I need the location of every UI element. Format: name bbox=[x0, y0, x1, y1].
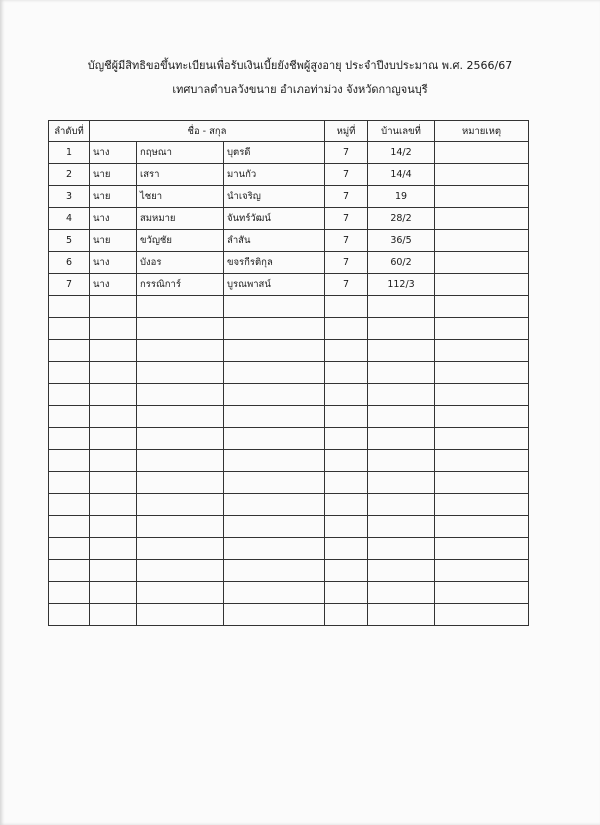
cell-moo bbox=[325, 494, 368, 516]
table-row bbox=[49, 560, 529, 582]
cell-first-name bbox=[137, 560, 224, 582]
cell-no: 4 bbox=[49, 208, 90, 230]
cell-house-no bbox=[368, 406, 435, 428]
cell-moo bbox=[325, 406, 368, 428]
cell-last-name bbox=[224, 384, 325, 406]
cell-house-no bbox=[368, 362, 435, 384]
cell-moo bbox=[325, 362, 368, 384]
cell-no: 5 bbox=[49, 230, 90, 252]
cell-remark bbox=[435, 582, 529, 604]
cell-first-name bbox=[137, 494, 224, 516]
cell-moo: 7 bbox=[325, 164, 368, 186]
cell-first-name bbox=[137, 384, 224, 406]
table-row bbox=[49, 230, 529, 252]
table-row bbox=[49, 186, 529, 208]
table-row bbox=[49, 450, 529, 472]
cell-prefix: นาง bbox=[90, 142, 137, 164]
cell-first-name bbox=[137, 582, 224, 604]
cell-first-name bbox=[137, 406, 224, 428]
cell-no bbox=[49, 384, 90, 406]
cell-prefix bbox=[90, 428, 137, 450]
cell-house-no bbox=[368, 560, 435, 582]
cell-no bbox=[49, 428, 90, 450]
cell-last-name bbox=[224, 450, 325, 472]
table-row bbox=[49, 362, 529, 384]
cell-remark bbox=[435, 450, 529, 472]
cell-house-no bbox=[368, 472, 435, 494]
cell-prefix bbox=[90, 516, 137, 538]
cell-prefix: นาง bbox=[90, 252, 137, 274]
cell-prefix: นาง bbox=[90, 274, 137, 296]
cell-no bbox=[49, 538, 90, 560]
table-row bbox=[49, 604, 529, 626]
cell-last-name bbox=[224, 516, 325, 538]
cell-no bbox=[49, 340, 90, 362]
cell-last-name: จันทร์วัฒน์ bbox=[224, 208, 325, 230]
cell-moo bbox=[325, 296, 368, 318]
table-row bbox=[49, 252, 529, 274]
cell-no: 2 bbox=[49, 164, 90, 186]
cell-prefix bbox=[90, 384, 137, 406]
cell-remark bbox=[435, 384, 529, 406]
cell-moo bbox=[325, 318, 368, 340]
table-row bbox=[49, 406, 529, 428]
cell-remark bbox=[435, 142, 529, 164]
cell-moo: 7 bbox=[325, 142, 368, 164]
cell-prefix: นาย bbox=[90, 230, 137, 252]
cell-no: 1 bbox=[49, 142, 90, 164]
cell-house-no bbox=[368, 604, 435, 626]
cell-last-name: นำเจริญ bbox=[224, 186, 325, 208]
cell-first-name bbox=[137, 516, 224, 538]
cell-house-no bbox=[368, 450, 435, 472]
cell-last-name: ลำสัน bbox=[224, 230, 325, 252]
cell-house-no: 19 bbox=[368, 186, 435, 208]
cell-last-name bbox=[224, 604, 325, 626]
cell-moo: 7 bbox=[325, 230, 368, 252]
table-row bbox=[49, 318, 529, 340]
cell-moo: 7 bbox=[325, 252, 368, 274]
cell-last-name bbox=[224, 406, 325, 428]
table-row bbox=[49, 296, 529, 318]
cell-remark bbox=[435, 494, 529, 516]
cell-remark bbox=[435, 472, 529, 494]
beneficiary-table bbox=[48, 120, 529, 626]
cell-first-name bbox=[137, 296, 224, 318]
cell-house-no: 14/2 bbox=[368, 142, 435, 164]
cell-moo bbox=[325, 340, 368, 362]
cell-prefix bbox=[90, 494, 137, 516]
cell-no bbox=[49, 560, 90, 582]
document-title: บัญชีผู้มีสิทธิขอขึ้นทะเบียนเพื่อรับเงินเบี้ยยังชีพผู้สูงอายุ ประจำปีงบประมาณ พ.ศ. 2566/67 bbox=[87, 59, 513, 72]
cell-moo bbox=[325, 428, 368, 450]
cell-first-name: ไชยา bbox=[137, 186, 224, 208]
cell-house-no bbox=[368, 494, 435, 516]
cell-first-name: ขวัญชัย bbox=[137, 230, 224, 252]
cell-moo bbox=[325, 384, 368, 406]
table-row bbox=[49, 142, 529, 164]
cell-moo bbox=[325, 560, 368, 582]
cell-moo: 7 bbox=[325, 208, 368, 230]
cell-prefix bbox=[90, 538, 137, 560]
cell-no bbox=[49, 516, 90, 538]
cell-house-no: 112/3 bbox=[368, 274, 435, 296]
table-row bbox=[49, 384, 529, 406]
cell-last-name: บูรณพาสน์ bbox=[224, 274, 325, 296]
cell-first-name bbox=[137, 604, 224, 626]
cell-last-name: มานกัว bbox=[224, 164, 325, 186]
cell-last-name bbox=[224, 472, 325, 494]
cell-no bbox=[49, 406, 90, 428]
cell-house-no bbox=[368, 384, 435, 406]
cell-house-no bbox=[368, 318, 435, 340]
cell-house-no bbox=[368, 340, 435, 362]
cell-prefix bbox=[90, 296, 137, 318]
cell-remark bbox=[435, 406, 529, 428]
cell-prefix bbox=[90, 472, 137, 494]
cell-house-no bbox=[368, 582, 435, 604]
table-row bbox=[49, 494, 529, 516]
document-subtitle: เทศบาลตำบลวังขนาย อำเภอท่าม่วง จังหวัดกาญจนบุรี bbox=[172, 83, 428, 96]
cell-moo bbox=[325, 604, 368, 626]
cell-house-no: 36/5 bbox=[368, 230, 435, 252]
cell-first-name bbox=[137, 450, 224, 472]
table-row bbox=[49, 538, 529, 560]
cell-first-name bbox=[137, 362, 224, 384]
cell-moo bbox=[325, 582, 368, 604]
cell-moo bbox=[325, 516, 368, 538]
cell-remark bbox=[435, 340, 529, 362]
header-no: ลำดับที่ bbox=[49, 121, 90, 142]
cell-no bbox=[49, 296, 90, 318]
cell-last-name bbox=[224, 538, 325, 560]
cell-no bbox=[49, 582, 90, 604]
cell-moo bbox=[325, 538, 368, 560]
cell-house-no bbox=[368, 296, 435, 318]
cell-first-name bbox=[137, 340, 224, 362]
table-row bbox=[49, 164, 529, 186]
cell-first-name: สมหมาย bbox=[137, 208, 224, 230]
cell-first-name bbox=[137, 472, 224, 494]
cell-last-name bbox=[224, 318, 325, 340]
cell-remark bbox=[435, 604, 529, 626]
cell-remark bbox=[435, 274, 529, 296]
cell-remark bbox=[435, 538, 529, 560]
cell-last-name bbox=[224, 560, 325, 582]
cell-prefix bbox=[90, 450, 137, 472]
cell-last-name bbox=[224, 340, 325, 362]
cell-house-no bbox=[368, 538, 435, 560]
cell-last-name bbox=[224, 582, 325, 604]
cell-first-name bbox=[137, 318, 224, 340]
cell-remark bbox=[435, 230, 529, 252]
cell-prefix bbox=[90, 560, 137, 582]
cell-no: 7 bbox=[49, 274, 90, 296]
table-row bbox=[49, 208, 529, 230]
cell-prefix: นาง bbox=[90, 208, 137, 230]
cell-last-name bbox=[224, 494, 325, 516]
cell-no: 3 bbox=[49, 186, 90, 208]
cell-moo bbox=[325, 472, 368, 494]
cell-house-no bbox=[368, 428, 435, 450]
cell-prefix bbox=[90, 340, 137, 362]
cell-last-name bbox=[224, 428, 325, 450]
cell-remark bbox=[435, 318, 529, 340]
cell-moo: 7 bbox=[325, 274, 368, 296]
cell-house-no: 14/4 bbox=[368, 164, 435, 186]
cell-prefix bbox=[90, 582, 137, 604]
cell-remark bbox=[435, 428, 529, 450]
table-row bbox=[49, 428, 529, 450]
cell-prefix: นาย bbox=[90, 186, 137, 208]
cell-remark bbox=[435, 516, 529, 538]
cell-house-no: 60/2 bbox=[368, 252, 435, 274]
cell-no bbox=[49, 318, 90, 340]
cell-house-no: 28/2 bbox=[368, 208, 435, 230]
table-row bbox=[49, 340, 529, 362]
cell-no bbox=[49, 472, 90, 494]
cell-remark bbox=[435, 252, 529, 274]
table-row bbox=[49, 516, 529, 538]
cell-prefix bbox=[90, 318, 137, 340]
cell-no: 6 bbox=[49, 252, 90, 274]
cell-moo bbox=[325, 450, 368, 472]
table-header-row bbox=[49, 121, 529, 142]
cell-prefix bbox=[90, 604, 137, 626]
table-row bbox=[49, 274, 529, 296]
cell-first-name bbox=[137, 538, 224, 560]
cell-first-name: กฤษณา bbox=[137, 142, 224, 164]
cell-remark bbox=[435, 208, 529, 230]
cell-remark bbox=[435, 296, 529, 318]
cell-prefix bbox=[90, 406, 137, 428]
cell-last-name: ขจรกีรติกุล bbox=[224, 252, 325, 274]
cell-house-no bbox=[368, 516, 435, 538]
cell-no bbox=[49, 604, 90, 626]
cell-last-name bbox=[224, 362, 325, 384]
header-house: บ้านเลขที่ bbox=[368, 121, 435, 142]
header-name: ชื่อ - สกุล bbox=[90, 121, 325, 142]
cell-moo: 7 bbox=[325, 186, 368, 208]
cell-remark bbox=[435, 560, 529, 582]
cell-remark bbox=[435, 164, 529, 186]
cell-last-name bbox=[224, 296, 325, 318]
cell-first-name bbox=[137, 428, 224, 450]
cell-no bbox=[49, 362, 90, 384]
cell-last-name: บุตรดี bbox=[224, 142, 325, 164]
header-moo: หมู่ที่ bbox=[325, 121, 368, 142]
cell-first-name: บังอร bbox=[137, 252, 224, 274]
cell-no bbox=[49, 450, 90, 472]
cell-prefix bbox=[90, 362, 137, 384]
header-remark: หมายเหตุ bbox=[435, 121, 529, 142]
cell-no bbox=[49, 494, 90, 516]
table-row bbox=[49, 472, 529, 494]
cell-first-name: กรรณิการ์ bbox=[137, 274, 224, 296]
table-row bbox=[49, 582, 529, 604]
cell-prefix: นาย bbox=[90, 164, 137, 186]
cell-remark bbox=[435, 362, 529, 384]
cell-first-name: เสรา bbox=[137, 164, 224, 186]
cell-remark bbox=[435, 186, 529, 208]
